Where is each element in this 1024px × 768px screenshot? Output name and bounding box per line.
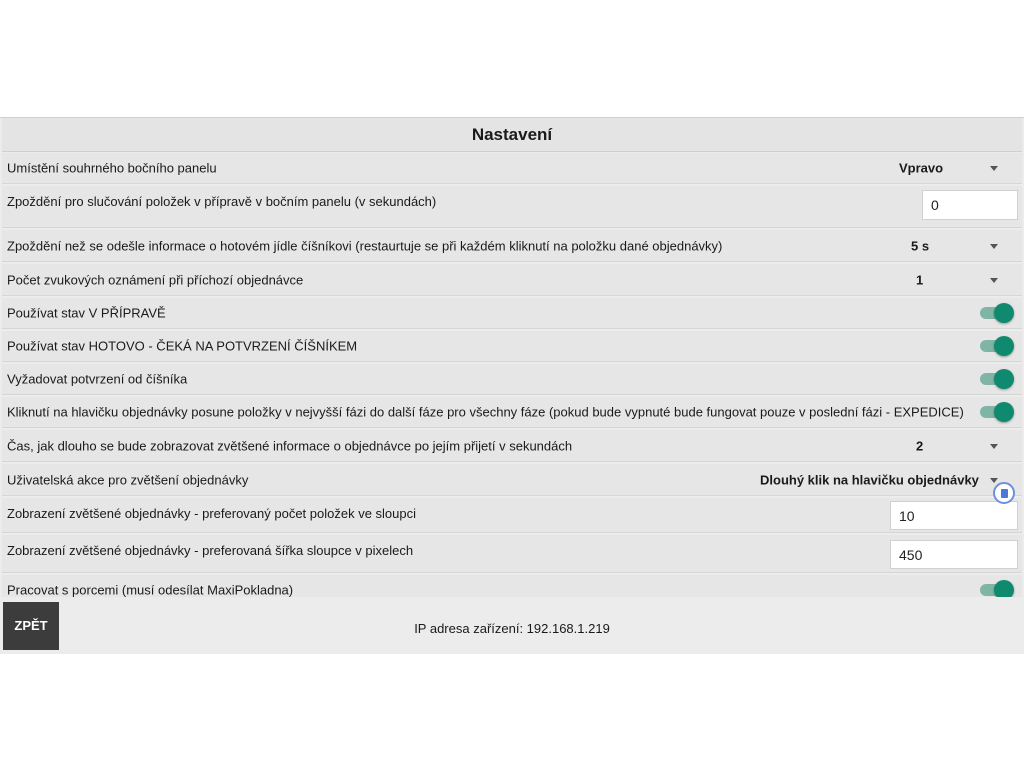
enlarged-time-select[interactable]: 2	[916, 438, 924, 453]
setting-ready-delay[interactable]	[2, 230, 1022, 262]
setting-label: Kliknutí na hlavičku objednávky posune položky v nejvyšší fázi do další fáze pro všechny fáze (pokud bude vypnuté bude fungovat pouze v poslední fázi - EXPEDICE)	[7, 404, 964, 420]
setting-sidebar-position[interactable]	[2, 153, 1022, 184]
setting-label: Umístění souhrného bočního panelu	[7, 160, 217, 176]
column-width-input[interactable]	[890, 540, 1018, 569]
setting-label: Počet zvukových oznámení při příchozí objednávce	[7, 272, 304, 287]
setting-column-width	[2, 535, 1022, 573]
footer-bar	[0, 597, 1024, 654]
setting-user-action[interactable]	[2, 464, 1022, 496]
user-action-select[interactable]: Dlouhý klik na hlavičku objednávky	[760, 472, 979, 487]
chevron-down-icon[interactable]	[990, 244, 998, 249]
page-title: Nastavení	[2, 118, 1022, 152]
setting-label: Zobrazení zvětšené objednávky - preferovaná šířka sloupce v pixelech	[7, 543, 414, 558]
setting-label: Pracovat s porcemi (musí odesílat MaxiPokladna)	[7, 582, 294, 597]
setting-label: Zpoždění pro slučování položek v přípravě v bočním panelu (v sekundách)	[7, 194, 437, 209]
device-ip-address: IP adresa zařízení: 192.168.1.219	[414, 621, 610, 636]
setting-items-per-column	[2, 498, 1022, 533]
setting-use-preparing[interactable]	[2, 298, 1022, 329]
back-button[interactable]: ZPĚT	[3, 602, 59, 650]
use-done-waiting-toggle[interactable]	[978, 336, 1014, 356]
items-per-column-input[interactable]	[890, 501, 1018, 530]
keypad-icon[interactable]	[993, 482, 1015, 504]
setting-label: Zpoždění než se odešle informace o hotovém jídle číšníkovi (restaurtuje se při každém kliknutí na položku dané objednávky)	[7, 238, 723, 253]
require-waiter-toggle[interactable]	[978, 369, 1014, 389]
setting-label: Používat stav V PŘÍPRAVĚ	[7, 305, 166, 321]
portions-toggle[interactable]	[978, 580, 1014, 598]
settings-list[interactable]	[0, 153, 1024, 597]
setting-require-waiter[interactable]	[2, 364, 1022, 395]
setting-portions[interactable]	[2, 575, 1022, 597]
sidebar-position-select[interactable]: Vpravo	[899, 160, 944, 176]
setting-label: Vyžadovat potvrzení od číšníka	[7, 371, 188, 387]
chevron-down-icon[interactable]	[990, 478, 998, 483]
setting-label: Zobrazení zvětšené objednávky - preferovaný počet položek ve sloupci	[7, 506, 417, 521]
setting-label: Uživatelská akce pro zvětšení objednávky	[7, 472, 249, 487]
chevron-down-icon[interactable]	[990, 166, 998, 171]
setting-use-done-waiting[interactable]	[2, 331, 1022, 362]
setting-sound-count[interactable]	[2, 264, 1022, 296]
use-preparing-toggle[interactable]	[978, 303, 1014, 323]
setting-label: Čas, jak dlouho se bude zobrazovat zvětšené informace o objednávce po jejím přijetí v sekundách	[7, 438, 573, 453]
sound-count-select[interactable]: 1	[916, 272, 924, 287]
chevron-down-icon[interactable]	[990, 278, 998, 283]
header-click-advance-toggle[interactable]	[978, 402, 1014, 422]
settings-screen	[0, 117, 1024, 654]
ready-delay-select[interactable]: 5 s	[911, 238, 930, 253]
setting-label: Používat stav HOTOVO - ČEKÁ NA POTVRZENÍ ČÍŠNÍKEM	[7, 338, 358, 354]
setting-merge-delay	[2, 186, 1022, 228]
merge-delay-input[interactable]	[922, 190, 1018, 220]
setting-header-click-advance[interactable]	[2, 397, 1022, 428]
chevron-down-icon[interactable]	[990, 444, 998, 449]
setting-enlarged-time[interactable]	[2, 430, 1022, 462]
